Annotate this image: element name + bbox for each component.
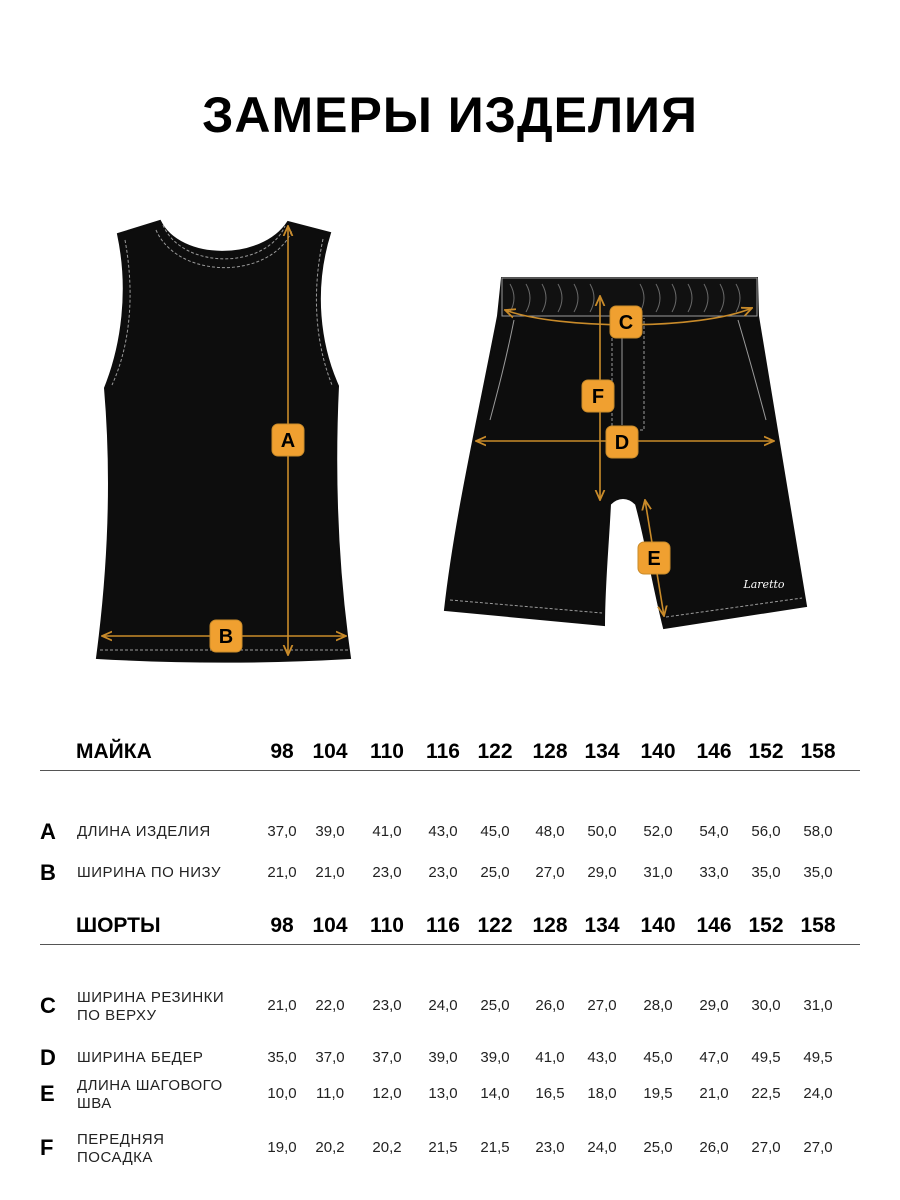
measure-value: 14,0 — [480, 1085, 510, 1102]
measure-label: ШИРИНА БЕДЕР — [77, 1049, 204, 1066]
size-header: 98 — [270, 914, 294, 937]
size-header: 98 — [270, 740, 294, 763]
shorts-drawing — [445, 278, 806, 628]
measure-value: 19,5 — [643, 1085, 673, 1102]
measure-value: 12,0 — [372, 1085, 402, 1102]
measure-value: 29,0 — [699, 997, 729, 1014]
measure-letter: B — [40, 860, 56, 885]
measure-value: 39,0 — [315, 823, 345, 840]
measure-value: 20,2 — [372, 1139, 402, 1156]
size-header: 134 — [584, 740, 620, 763]
measure-letter: C — [40, 993, 56, 1018]
table-title: ШОРТЫ — [76, 914, 161, 937]
badge-e — [638, 542, 670, 574]
size-header: 146 — [696, 914, 732, 937]
size-header: 104 — [312, 740, 348, 763]
table-header — [40, 910, 860, 945]
measure-label: ШИРИНА ПО НИЗУ — [77, 864, 221, 881]
measure-value: 35,0 — [751, 864, 781, 881]
measure-value: 39,0 — [428, 1049, 458, 1066]
size-header: 116 — [426, 740, 460, 763]
measure-value: 45,0 — [643, 1049, 673, 1066]
size-header: 104 — [312, 914, 348, 937]
measure-value: 54,0 — [699, 823, 729, 840]
measure-value: 26,0 — [699, 1139, 729, 1156]
size-header: 146 — [696, 740, 732, 763]
measure-value: 18,0 — [587, 1085, 617, 1102]
badge-f — [582, 380, 614, 412]
measure-value: 23,0 — [372, 997, 402, 1014]
measure-value: 30,0 — [751, 997, 781, 1014]
measure-value: 37,0 — [372, 1049, 402, 1066]
measure-value: 19,0 — [267, 1139, 297, 1156]
measure-value: 52,0 — [643, 823, 673, 840]
measure-value: 21,5 — [428, 1139, 458, 1156]
size-header: 122 — [477, 740, 513, 763]
measure-value: 27,0 — [803, 1139, 833, 1156]
measure-value: 24,0 — [428, 997, 458, 1014]
size-header: 152 — [748, 740, 784, 763]
measurement-illustration — [0, 200, 900, 670]
measure-value: 27,0 — [751, 1139, 781, 1156]
badge-d-label: D — [614, 432, 630, 454]
measure-value: 21,5 — [480, 1139, 510, 1156]
measure-value: 21,0 — [267, 997, 297, 1014]
table-header — [40, 736, 860, 771]
size-header: 122 — [477, 914, 513, 937]
tank-top-body — [97, 221, 350, 662]
size-header: 140 — [640, 914, 676, 937]
badge-d — [606, 426, 638, 458]
measure-value: 13,0 — [428, 1085, 458, 1102]
badge-b-label: B — [218, 626, 234, 648]
measure-value: 24,0 — [587, 1139, 617, 1156]
badge-a — [272, 424, 304, 456]
measure-value: 35,0 — [267, 1049, 297, 1066]
measure-value: 21,0 — [699, 1085, 729, 1102]
page-title: ЗАМЕРЫ ИЗДЕЛИЯ — [202, 87, 698, 143]
size-header: 110 — [370, 740, 404, 763]
measure-value: 20,2 — [315, 1139, 345, 1156]
measure-value: 31,0 — [643, 864, 673, 881]
measure-value: 25,0 — [480, 864, 510, 881]
size-header: 128 — [532, 740, 568, 763]
measure-value: 29,0 — [587, 864, 617, 881]
measure-value: 22,5 — [751, 1085, 781, 1102]
measure-value: 27,0 — [535, 864, 565, 881]
measure-value: 23,0 — [372, 864, 402, 881]
size-header: 158 — [800, 914, 836, 937]
measure-value: 37,0 — [315, 1049, 345, 1066]
table-title: МАЙКА — [76, 740, 152, 763]
measure-letter: D — [40, 1045, 56, 1070]
measure-letter: F — [40, 1135, 54, 1160]
size-table — [40, 910, 860, 1166]
size-header: 116 — [426, 914, 460, 937]
measure-value: 24,0 — [803, 1085, 833, 1102]
size-header: 134 — [584, 914, 620, 937]
measure-value: 31,0 — [803, 997, 833, 1014]
size-header: 140 — [640, 740, 676, 763]
size-header: 152 — [748, 914, 784, 937]
measure-value: 58,0 — [803, 823, 833, 840]
measure-label: ПЕРЕДНЯЯ ПОСАДКА — [77, 1131, 165, 1166]
measure-value: 27,0 — [587, 997, 617, 1014]
badge-e-label: E — [647, 548, 661, 570]
measure-value: 41,0 — [535, 1049, 565, 1066]
measure-value: 16,5 — [535, 1085, 565, 1102]
measure-label: ДЛИНА ШАГОВОГО ШВА — [77, 1077, 223, 1112]
badge-a-label: A — [280, 430, 296, 452]
badge-c — [610, 306, 642, 338]
measure-value: 26,0 — [535, 997, 565, 1014]
measure-value: 43,0 — [428, 823, 458, 840]
measure-value: 41,0 — [372, 823, 402, 840]
badge-c-label: C — [618, 312, 634, 334]
measure-value: 28,0 — [643, 997, 673, 1014]
measure-value: 49,5 — [751, 1049, 781, 1066]
measure-value: 33,0 — [699, 864, 729, 881]
measure-value: 21,0 — [315, 864, 345, 881]
measure-value: 49,5 — [803, 1049, 833, 1066]
brand-logo: Laretto — [743, 578, 785, 591]
measure-value: 45,0 — [480, 823, 510, 840]
measure-value: 25,0 — [643, 1139, 673, 1156]
size-table — [40, 736, 860, 885]
measure-label: ШИРИНА РЕЗИНКИ ПО ВЕРХУ — [77, 989, 225, 1024]
measure-value: 23,0 — [535, 1139, 565, 1156]
measure-value: 23,0 — [428, 864, 458, 881]
size-header: 110 — [370, 914, 404, 937]
measure-value: 47,0 — [699, 1049, 729, 1066]
measure-value: 25,0 — [480, 997, 510, 1014]
badge-b — [210, 620, 242, 652]
measure-value: 56,0 — [751, 823, 781, 840]
measure-value: 48,0 — [535, 823, 565, 840]
measure-value: 50,0 — [587, 823, 617, 840]
measure-value: 11,0 — [315, 1085, 345, 1102]
measure-value: 43,0 — [587, 1049, 617, 1066]
measure-value: 37,0 — [267, 823, 297, 840]
tank-top-drawing — [97, 221, 350, 662]
measure-letter: E — [40, 1081, 55, 1106]
measure-value: 35,0 — [803, 864, 833, 881]
measure-value: 39,0 — [480, 1049, 510, 1066]
size-header: 128 — [532, 914, 568, 937]
measure-value: 21,0 — [267, 864, 297, 881]
measure-value: 10,0 — [267, 1085, 297, 1102]
size-header: 158 — [800, 740, 836, 763]
badge-f-label: F — [591, 386, 605, 408]
measure-value: 22,0 — [315, 997, 345, 1014]
measure-label: ДЛИНА ИЗДЕЛИЯ — [77, 823, 211, 840]
measure-letter: A — [40, 819, 56, 844]
